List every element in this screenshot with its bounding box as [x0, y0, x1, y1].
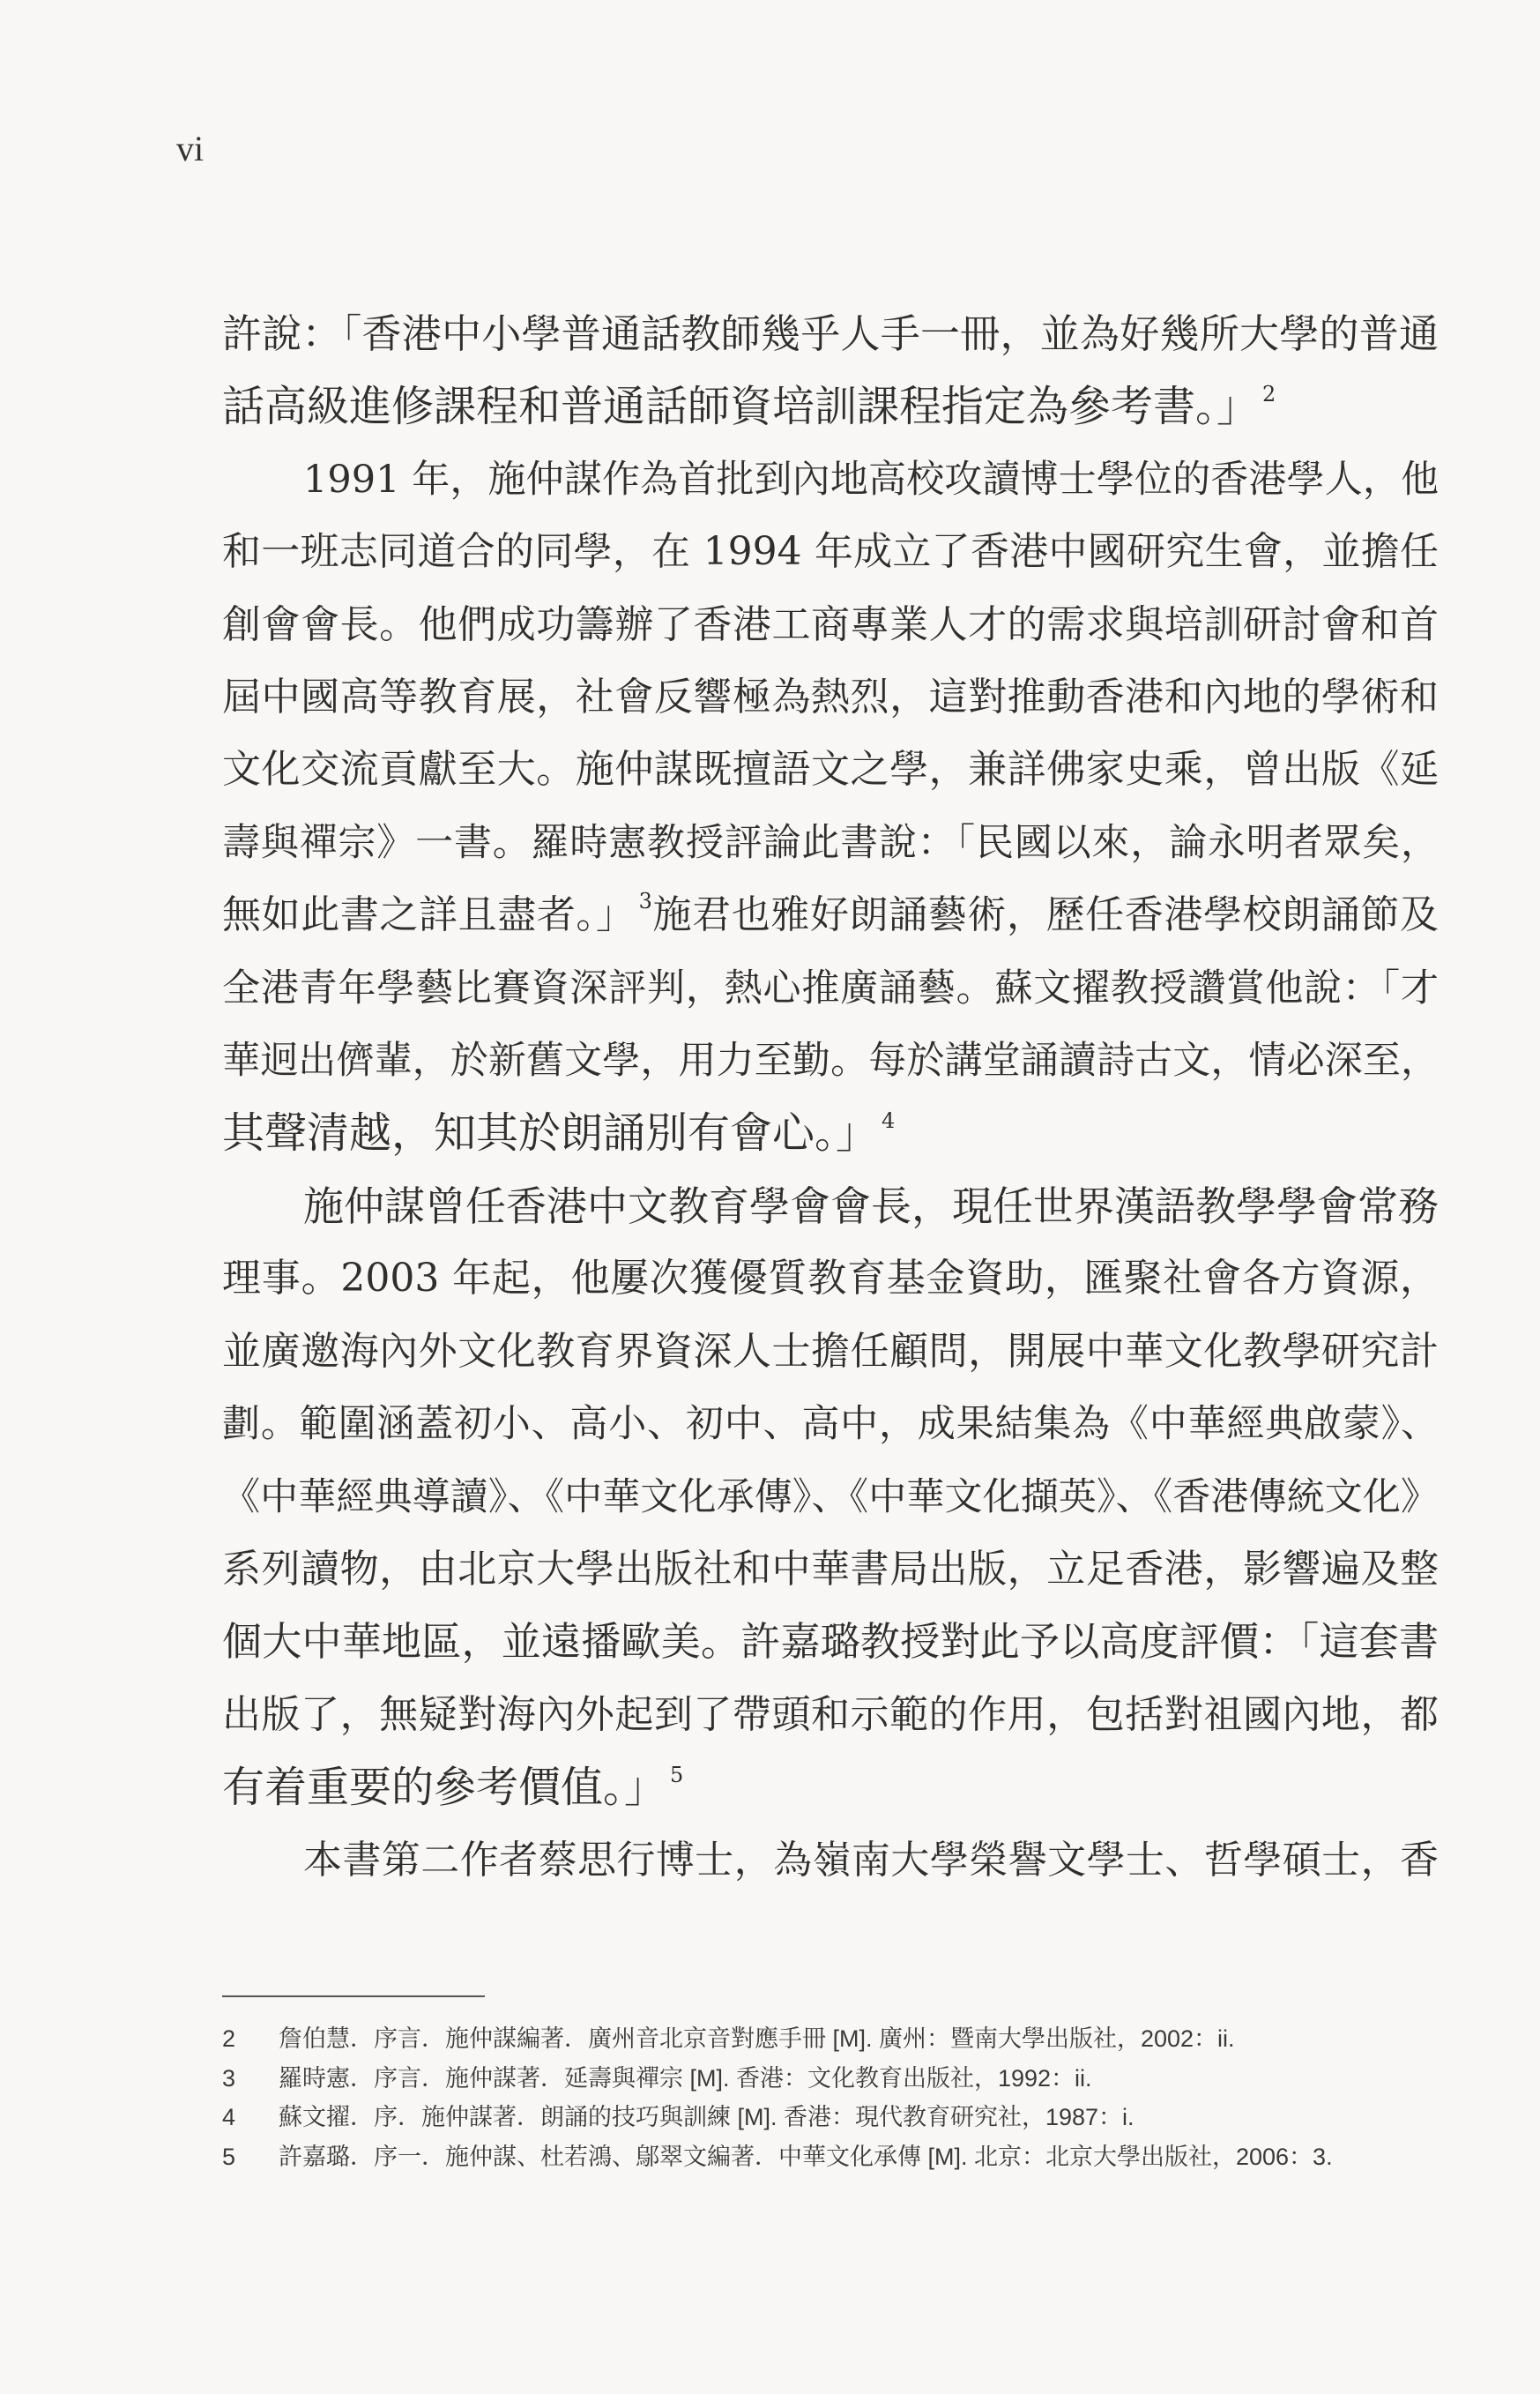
footnote — [222, 2059, 1456, 2099]
text-line — [222, 516, 1439, 588]
text-segment: 文化交流貢獻至大。施仲謀既擅語文之學，兼詳佛家史乘，曾出版《延 — [222, 747, 1439, 793]
text-segment: 並廣邀海內外文化教育界資深人士擔任顧問，開展中華文化教學研究計 — [222, 1328, 1439, 1374]
text-line — [222, 807, 1439, 879]
footnote-number: 3 — [222, 2064, 236, 2092]
text-segment: 理事。2003 年起，他屢次獲優質教育基金資助，匯聚社會各方資源， — [222, 1256, 1439, 1301]
text-segment: 個大中華地區，並遠播歐美。許嘉璐教授對此予以高度評價：「這套書 — [222, 1618, 1439, 1666]
text-segment: 創會會長。他們成功籌辦了香港工商專業人才的需求與培訓研討會和首 — [222, 601, 1439, 647]
text-segment: 施仲謀曾任香港中文教育學會會長，現任世界漢語教學學會常務 — [303, 1182, 1439, 1230]
text-line — [222, 1751, 1439, 1823]
footnote-reference: 4 — [882, 1108, 896, 1134]
text-segment: 無如此書之詳且盡者。」 — [222, 892, 636, 938]
text-segment: 系列讀物，由北京大學出版社和中華書局出版，立足香港，影響遍及整 — [222, 1546, 1439, 1592]
text-segment: 許說：「香港中小學普通話教師幾乎人手一冊，並為好幾所大學的普通 — [222, 310, 1439, 357]
text-line — [222, 1025, 1439, 1097]
text-segment: 1991 年，施仲謀作為首批到內地高校攻讀博士學位的香港學人，他 — [303, 457, 1439, 502]
text-segment: 劃。範圍涵蓋初小、高小、初中、高中，成果結集為《中華經典啟蒙》、 — [222, 1402, 1439, 1447]
text-line — [222, 1170, 1439, 1242]
text-line — [222, 1824, 1439, 1897]
text-segment: 本書第二作者蔡思行博士，為嶺南大學榮譽文學士、哲學碩士，香 — [303, 1837, 1439, 1883]
footnote-number: 5 — [222, 2143, 236, 2170]
text-segment: 華迥出儕輩，於新舊文學，用力至勤。每於講堂誦讀詩古文，情必深至， — [222, 1039, 1439, 1084]
text-line — [222, 1679, 1439, 1751]
text-line — [222, 879, 1439, 951]
text-line — [222, 1461, 1439, 1533]
text-line — [222, 1316, 1439, 1388]
footnote-reference: 5 — [670, 1763, 684, 1788]
text-line — [222, 298, 1439, 370]
text-line — [222, 661, 1439, 734]
footnote-text: 許嘉璐．序一．施仲謀、杜若鴻、鄔翠文編著．中華文化承傳 [M]. 北京：北京大學出版社，2006：3. — [279, 2143, 1333, 2170]
footnote — [222, 2137, 1456, 2177]
footnote-reference: 3 — [638, 889, 652, 914]
text-line — [222, 952, 1439, 1025]
footnote-number: 2 — [222, 2025, 236, 2052]
text-segment: 有着重要的參考價值。」 — [222, 1763, 667, 1813]
text-line — [222, 734, 1439, 806]
text-segment: 《中華經典導讀》、《中華文化承傳》、《中華文化擷英》、《香港傳統文化》 — [222, 1474, 1439, 1519]
footnote-text: 羅時憲．序言．施仲謀著．延壽與禪宗 [M]. 香港：文化教育出版社，1992：ii. — [279, 2064, 1092, 2092]
footnote-reference: 2 — [1262, 382, 1276, 407]
text-segment: 和一班志同道合的同學，在 1994 年成立了香港中國研究生會，並擔任 — [222, 529, 1439, 575]
text-line — [222, 444, 1439, 516]
footnote — [222, 2019, 1456, 2059]
footnote-text: 詹伯慧．序言．施仲謀編著．廣州音北京音對應手冊 [M]. 廣州：暨南大學出版社，2002：ii. — [279, 2025, 1235, 2052]
footnote-text: 蘇文擢．序．施仲謀著．朗誦的技巧與訓練 [M]. 香港：現代教育研究社，1987：i. — [279, 2104, 1135, 2130]
footnotes — [222, 2019, 1456, 2176]
text-segment: 其聲清越，知其於朗誦別有會心。」 — [222, 1108, 879, 1159]
text-segment: 施君也雅好朗誦藝術，歷任香港學校朗誦節及 — [651, 892, 1440, 938]
text-line — [222, 1097, 1439, 1169]
text-segment: 出版了，無疑對海內外起到了帶頭和示範的作用，包括對祖國內地，都 — [222, 1691, 1439, 1737]
footnote-divider — [222, 1995, 485, 1997]
footnote-number: 4 — [222, 2104, 236, 2130]
text-line — [222, 1388, 1439, 1460]
body-text — [222, 298, 1439, 1897]
text-line — [222, 1606, 1439, 1678]
text-segment: 壽與禪宗》一書。羅時憲教授評論此書說：「民國以來，論永明者眾矣， — [222, 820, 1439, 865]
text-segment: 屆中國高等教育展，社會反響極為熱烈，這對推動香港和內地的學術和 — [222, 675, 1439, 720]
text-segment: 全港青年學藝比賽資深評判，熱心推廣誦藝。蘇文擢教授讚賞他說：「才 — [222, 966, 1439, 1011]
text-line — [222, 1242, 1439, 1315]
text-segment: 話高級進修課程和普通話師資培訓課程指定為參考書。」 — [222, 382, 1260, 432]
footnote — [222, 2098, 1456, 2137]
page-number: vi — [176, 129, 205, 168]
text-line — [222, 370, 1439, 443]
text-line — [222, 1533, 1439, 1606]
text-line — [222, 589, 1439, 661]
